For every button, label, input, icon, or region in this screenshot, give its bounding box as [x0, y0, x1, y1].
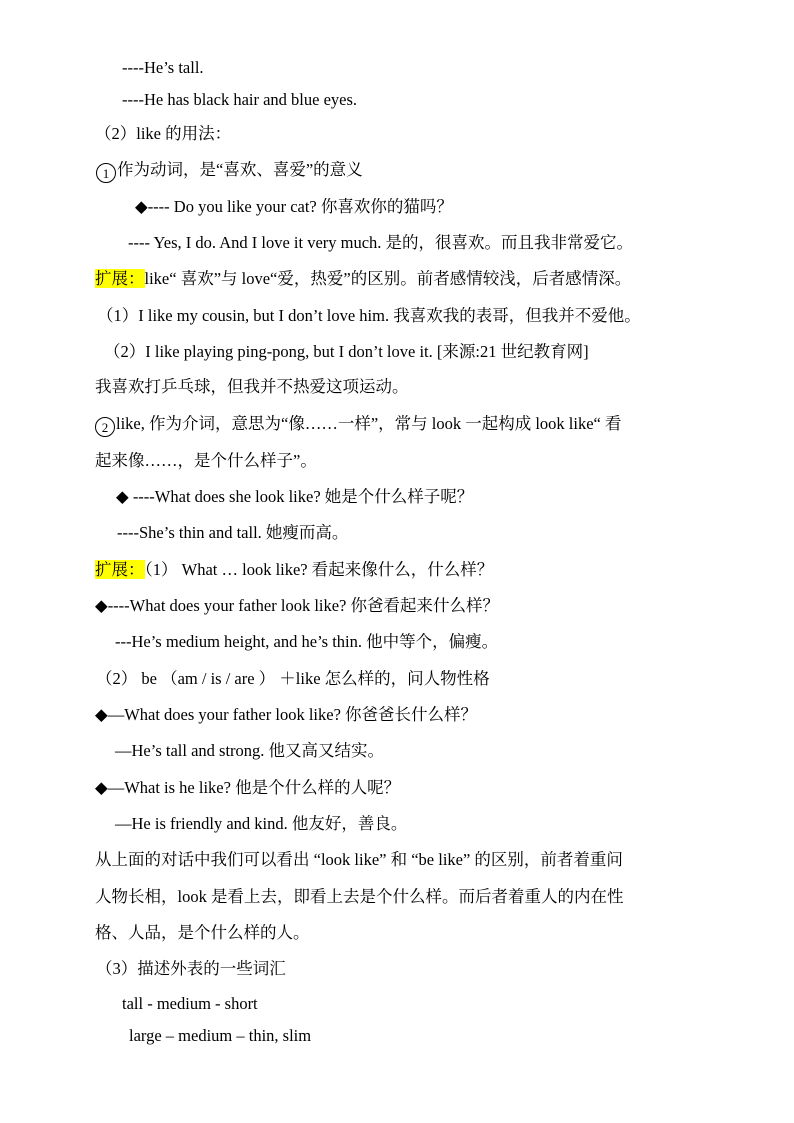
text-line: 从上面的对话中我们可以看出 “look like” 和 “be like” 的区别，前者着重问 — [95, 850, 623, 869]
text-line — [96, 159, 363, 183]
text-line: （2）I like playing ping-pong, but I don’t love it. [来源:21 世纪教育网] — [104, 342, 589, 361]
text-line: ---- Yes, I do. And I love it very much. 是的，很喜欢。而且我非常爱它。 — [128, 233, 634, 252]
text-span: like, 作为介词，意思为“像……一样”，常与 look 一起构成 look like“ 看 — [116, 414, 622, 433]
text-line: ◆----What does your father look like? 你爸看起来什么样？ — [95, 596, 500, 615]
text-line — [95, 559, 493, 581]
text-line — [95, 413, 622, 437]
text-line: ◆---- Do you like your cat? 你喜欢你的猫吗？ — [135, 197, 453, 216]
text-line: large – medium – thin, slim — [129, 1026, 312, 1045]
circled-number: 1 — [96, 163, 116, 183]
text-line: （1）I like my cousin, but I don’t love him. 我喜欢我的表哥，但我并不爱他。 — [97, 306, 641, 325]
text-line: （3）描述外表的一些词汇 — [96, 959, 286, 978]
text-line: ----She’s thin and tall. 她瘦而高。 — [117, 523, 349, 542]
text-line: ----He has black hair and blue eyes. — [122, 90, 358, 109]
text-line: （2）like 的用法： — [95, 124, 232, 143]
text-line: 我喜欢打乒乓球，但我并不热爱这项运动。 — [95, 377, 409, 396]
text-line: 格、人品，是个什么样的人。 — [95, 923, 310, 942]
text-line: ----He’s tall. — [122, 58, 204, 77]
highlight-label: 扩展： — [95, 269, 145, 288]
text-span: （1） What … look like? 看起来像什么，什么样？ — [144, 560, 494, 579]
text-line — [95, 268, 631, 290]
text-line: ◆—What does your father look like? 你爸爸长什么样？ — [95, 705, 478, 724]
text-line: ◆—What is he like? 他是个什么样的人呢？ — [95, 778, 401, 797]
text-line: 起来像……，是个什么样子”。 — [95, 451, 317, 470]
text-line: —He is friendly and kind. 他友好，善良。 — [115, 814, 408, 833]
circled-number: 2 — [95, 417, 115, 437]
text-span: like“ 喜欢”与 love“爱，热爱”的区别。前者感情较浅，后者感情深。 — [144, 269, 632, 288]
text-line: 人物长相，look 是看上去，即看上去是个什么样。而后者着重人的内在性 — [95, 887, 624, 906]
text-line: ◆ ----What does she look like? 她是个什么样子呢？ — [116, 487, 474, 506]
text-line: tall - medium - short — [122, 994, 258, 1013]
text-line: ---He’s medium height, and he’s thin. 他中等个，偏瘦。 — [115, 632, 499, 651]
text-line: （2） be （am / is / are ） ＋like 怎么样的，问人物性格 — [96, 669, 490, 688]
text-line: —He’s tall and strong. 他又高又结实。 — [115, 741, 385, 760]
highlight-label: 扩展： — [95, 560, 145, 579]
text-span: 作为动词，是“喜欢、喜爱”的意义 — [117, 160, 363, 179]
